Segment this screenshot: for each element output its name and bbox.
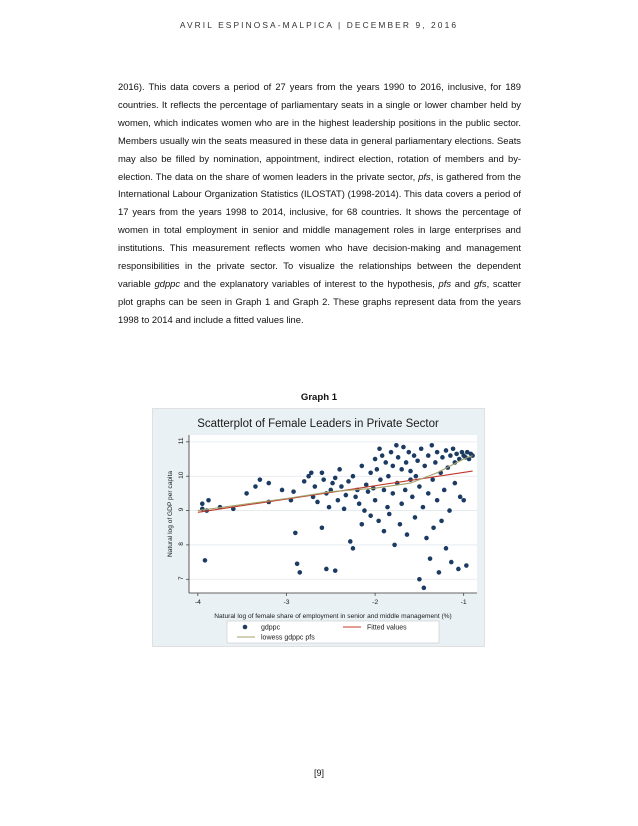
data-point [327, 505, 332, 510]
data-point [430, 477, 435, 482]
paragraph-text: 2016). This data covers a period of 27 years from the years 1990 to 2016, inclusive, for 189 countries. It reflects the percentage of parliamentary seats in a single or lower chamber held by women, which indicates women who are in the highest leadership positions in the public sector. Members usually win the seats measured in these data in general parliamentary elections. Seats may also be filled by nomination, appointment, indirect election, rotation of members and by-election. The data on the share of women leaders in the private sector, pfs, is gathered from the International Labour Organization Statistics (ILOSTAT) (1998-2014). This data covers a period of 17 years from the years 1998 to 2014, inclusive, for 68 countries. It shows the percentage of women in total employment in senior and middle management roles in large enterprises and institutions. This measurement reflects women who have decision-making and management responsibilities in the private sector. To visualize the relationships between the dependent variable gdppc and the explanatory variables of interest to the hypothesis, pfs and gfs, scatter plot graphs can be seen in Graph 1 and Graph 2. These graphs represent data from the years 1998 to 2014 and include a fitted values line. [118, 81, 522, 325]
data-point [382, 529, 387, 534]
data-point [344, 493, 349, 498]
data-point [412, 453, 417, 458]
data-point [293, 531, 298, 536]
legend-label: gdppc [261, 624, 281, 632]
data-point [430, 443, 435, 448]
data-point [253, 484, 258, 489]
data-point [339, 484, 344, 489]
data-point [342, 507, 347, 512]
data-point [396, 455, 401, 460]
data-point [280, 488, 285, 493]
data-point [440, 455, 445, 460]
data-point [444, 546, 449, 551]
data-point [321, 477, 326, 482]
scatterplot-chart [153, 409, 484, 646]
data-point [375, 467, 380, 472]
x-axis-label: Natural log of female share of employment in senior and middle management (%) [214, 613, 452, 620]
data-point [324, 567, 329, 572]
data-point [417, 577, 422, 582]
legend-label: lowess gdppc pfs [261, 634, 315, 642]
plot-area [189, 435, 477, 593]
data-point [337, 467, 342, 472]
data-point [346, 479, 351, 484]
data-point [330, 481, 335, 486]
data-point [422, 464, 427, 469]
data-point [368, 470, 373, 475]
data-point [408, 469, 413, 474]
data-point [433, 460, 438, 465]
data-point [360, 464, 365, 469]
y-tick-label: 10 [178, 471, 185, 479]
data-point [376, 519, 381, 524]
data-point [406, 450, 411, 455]
data-point [336, 498, 341, 503]
data-point [461, 498, 466, 503]
x-tick-label: -2 [372, 599, 379, 606]
data-point [442, 488, 447, 493]
body-paragraph [118, 78, 521, 329]
data-point [439, 519, 444, 524]
data-point [448, 453, 453, 458]
data-point [426, 453, 431, 458]
data-point [398, 522, 403, 527]
y-axis-label: Natural log of GDP per capita [167, 470, 174, 558]
data-point [458, 495, 463, 500]
data-point [428, 556, 433, 561]
data-point [333, 568, 338, 573]
legend-box [227, 621, 439, 643]
y-tick-label: 8 [178, 542, 185, 546]
data-point [399, 501, 404, 506]
data-point [206, 498, 211, 503]
data-point [453, 481, 458, 486]
y-tick-label: 7 [178, 576, 185, 581]
data-point [404, 460, 409, 465]
data-point [449, 560, 454, 565]
y-tick-label: 11 [178, 437, 185, 445]
chart-legend [227, 621, 439, 643]
data-point [422, 586, 427, 591]
data-point [437, 570, 442, 575]
data-point [353, 495, 358, 500]
data-point [387, 512, 392, 517]
data-point [456, 567, 461, 572]
page-number: [9] [313, 768, 324, 778]
data-point [391, 464, 396, 469]
data-point [417, 484, 422, 489]
data-point [391, 491, 396, 496]
data-point [410, 495, 415, 500]
data-point [431, 525, 436, 530]
data-point [405, 532, 410, 537]
data-point [435, 450, 440, 455]
data-point [385, 505, 390, 510]
data-point [382, 488, 387, 493]
data-point [394, 443, 399, 448]
graph-caption: Graph 1 [300, 392, 338, 403]
data-point [373, 498, 378, 503]
data-point [426, 491, 431, 496]
data-point [464, 563, 469, 568]
data-point [302, 479, 307, 484]
data-point [403, 488, 408, 493]
data-point [313, 484, 318, 489]
data-point [424, 536, 429, 541]
data-point [421, 505, 426, 510]
data-point [392, 543, 397, 548]
data-point [399, 467, 404, 472]
data-point [291, 489, 296, 494]
data-point [309, 470, 314, 475]
data-point [414, 474, 419, 479]
data-point [315, 500, 320, 505]
data-point [366, 489, 371, 494]
data-point [362, 508, 367, 513]
data-point [413, 515, 418, 520]
legend-marker [243, 625, 248, 630]
data-point [383, 460, 388, 465]
data-point [351, 474, 356, 479]
x-tick-label: -1 [460, 599, 467, 606]
data-point [380, 453, 385, 458]
data-point [435, 498, 440, 503]
x-tick-label: -3 [283, 599, 290, 606]
data-point [454, 452, 459, 457]
chart-title: Scatterplot of Female Leaders in Private Sector [197, 418, 439, 430]
data-point [447, 508, 452, 513]
data-point [389, 450, 394, 455]
data-point [297, 570, 302, 575]
data-point [348, 539, 353, 544]
data-point [333, 476, 338, 481]
legend-label: Fitted values [367, 624, 407, 632]
data-point [419, 446, 424, 451]
data-point [444, 448, 449, 453]
data-point [451, 446, 456, 451]
data-point [373, 457, 378, 462]
data-point [360, 522, 365, 527]
data-point [368, 513, 373, 518]
running-header: AVRIL ESPINOSA-MALPICA | DECEMBER 9, 2016 [179, 20, 459, 30]
data-point [258, 477, 263, 482]
x-tick-label: -4 [194, 599, 201, 606]
data-point [415, 458, 420, 463]
data-point [200, 501, 205, 506]
data-point [244, 491, 249, 496]
scatterplot-figure [152, 408, 485, 647]
data-point [351, 546, 356, 551]
data-point [266, 481, 271, 486]
data-point [357, 501, 362, 506]
data-point [377, 446, 382, 451]
data-point [320, 525, 325, 530]
data-point [295, 562, 300, 567]
data-point [386, 474, 391, 479]
data-point [320, 470, 325, 475]
y-tick-label: 9 [178, 507, 185, 512]
data-point [203, 558, 208, 563]
data-point [401, 445, 406, 450]
data-point [378, 477, 383, 482]
